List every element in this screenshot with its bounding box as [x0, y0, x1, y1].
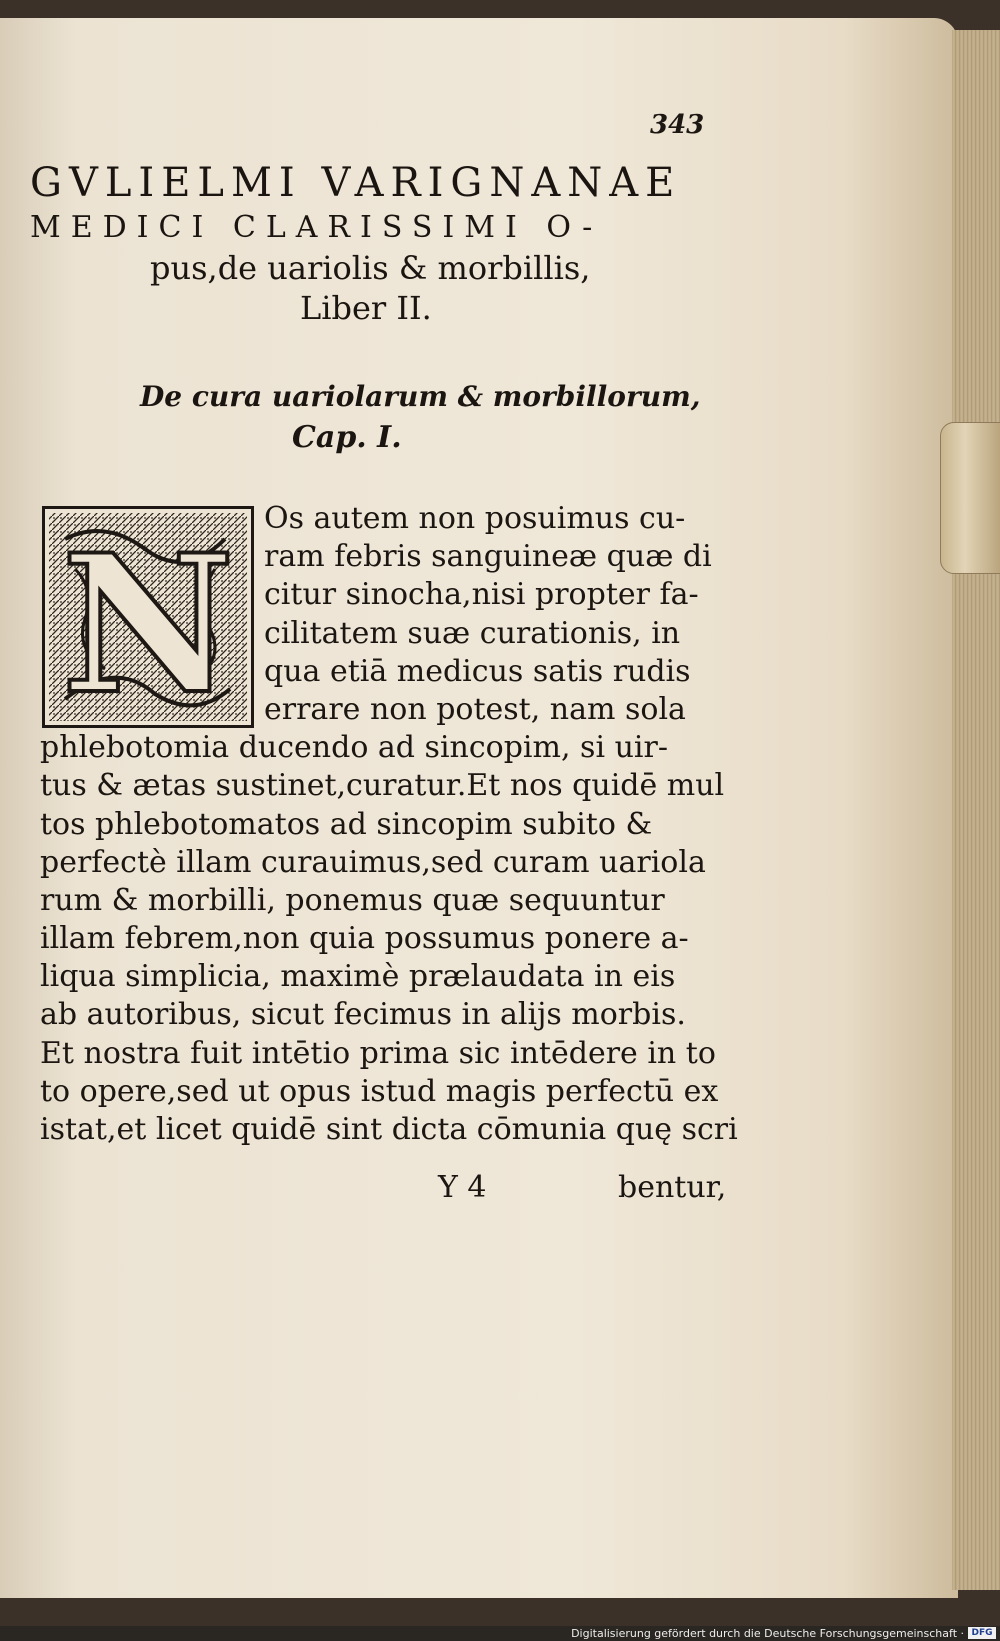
- body-line: Et nostra fuit intētio prima sic intēdere in to: [40, 1035, 716, 1071]
- title-line-2: MEDICI CLARISSIMI O-: [30, 210, 603, 245]
- title-line-1: GVLIELMI VARIGNANAE: [30, 160, 682, 206]
- signature-mark: Y 4: [438, 1170, 487, 1205]
- body-line: Os autem non posuimus cu-: [264, 501, 686, 536]
- body-text: [40, 500, 738, 1149]
- body-line: illam febrem,non quia possumus ponere a-: [40, 921, 689, 957]
- dfg-logo: DFG: [968, 1627, 996, 1639]
- chapter-heading: De cura uariolarum & morbillorum,: [140, 380, 701, 413]
- footer-credit: Digitalisierung gefördert durch die Deutsche Forschungsgemeinschaft ·: [571, 1627, 964, 1640]
- body-line: rum & morbilli, ponemus quæ sequuntur: [40, 882, 665, 918]
- body-line: cilitatem suæ curationis, in: [264, 615, 681, 651]
- body-line: citur sinocha,nisi propter fa-: [264, 577, 699, 613]
- page-number: 343: [650, 110, 705, 140]
- body-line: istat,et licet quidē sint dicta cōmunia quę scri: [40, 1112, 738, 1147]
- title-block: [30, 160, 710, 327]
- body-line: phlebotomia ducendo ad sincopim, si uir-: [40, 730, 668, 766]
- page-tab-marker: [940, 422, 1000, 574]
- body-line: ram febris sanguineæ quæ di: [264, 539, 712, 575]
- book-fore-edge: [952, 30, 1000, 1590]
- body-line: qua etiā medicus satis rudis: [264, 653, 691, 689]
- initial-letter: N: [61, 513, 235, 725]
- body-line: liqua simplicia, maximè prælaudata in eis: [40, 959, 676, 995]
- body-line: ab autoribus, sicut fecimus in alijs morbis.: [40, 997, 686, 1033]
- title-line-4: Liber II.: [300, 289, 432, 327]
- body-line: tos phlebotomatos ad sincopim subito &: [40, 806, 653, 842]
- body-line: perfectè illam curauimus,sed curam uariola: [40, 844, 706, 880]
- body-line: to opere,sed ut opus istud magis perfectū ex: [40, 1073, 719, 1109]
- chapter-number: Cap. I.: [292, 420, 402, 455]
- body-line: tus & ætas sustinet,curatur.Et nos quidē mul: [40, 768, 725, 804]
- title-line-3: pus,de uariolis & morbillis,: [150, 249, 591, 287]
- body-line: errare non potest, nam sola: [264, 691, 686, 727]
- catchword: bentur,: [618, 1170, 727, 1205]
